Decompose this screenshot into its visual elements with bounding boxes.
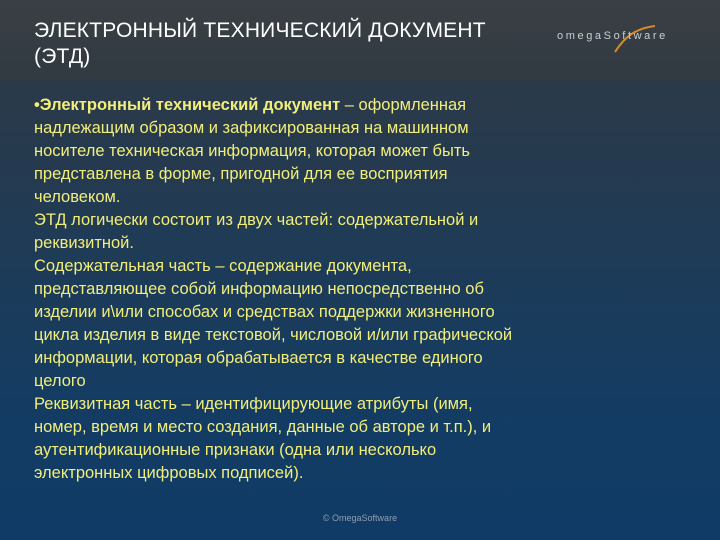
body-line-1	[34, 94, 684, 117]
body-text-line: информации, которая обрабатывается в качестве единого	[34, 349, 483, 367]
body-text-line: реквизитной.	[34, 234, 134, 252]
title-line-2: (ЭТД)	[34, 45, 91, 68]
body-text-line: – оформленная	[340, 96, 467, 114]
omegasoftware-logo	[557, 28, 707, 52]
body-text-line: представляющее собой информацию непосредственно об	[34, 280, 484, 298]
body-text-line: представлена в форме, пригодной для ее восприятия	[34, 165, 448, 183]
body-text-line: ЭТД логически состоит из двух частей: содержательной и	[34, 211, 479, 229]
slide-title	[34, 18, 574, 70]
body-text-line: человеком.	[34, 188, 121, 206]
body-text-line: изделии и\или способах и средствах поддержки жизненного	[34, 303, 495, 321]
body-text-line: носителе техническая информация, которая может быть	[34, 142, 471, 160]
body-text-line: целого	[34, 372, 86, 390]
body-text-line: надлежащим образом и зафиксированная на машинном	[34, 119, 469, 137]
body-text-line: аутентификационные признаки (одна или несколько	[34, 441, 437, 459]
title-line-1: ЭЛЕКТРОННЫЙ ТЕХНИЧЕСКИЙ ДОКУМЕНТ	[34, 19, 486, 42]
body-text-line: Реквизитная часть – идентифицирующие атрибуты (имя,	[34, 395, 473, 413]
slide-body	[34, 94, 684, 485]
logo-text: omegaSoftware	[557, 30, 668, 42]
body-text-line: электронных цифровых подписей).	[34, 464, 304, 482]
bullet-marker: •	[34, 96, 40, 114]
body-text-line: номер, время и место создания, данные об авторе и т.п.), и	[34, 418, 492, 436]
defined-term: Электронный технический документ	[39, 96, 341, 114]
body-text-line: цикла изделия в виде текстовой, числовой и/или графической	[34, 326, 513, 344]
footer-copyright: © OmegaSoftware	[322, 513, 398, 523]
body-text-line: Содержательная часть – содержание документа,	[34, 257, 412, 275]
